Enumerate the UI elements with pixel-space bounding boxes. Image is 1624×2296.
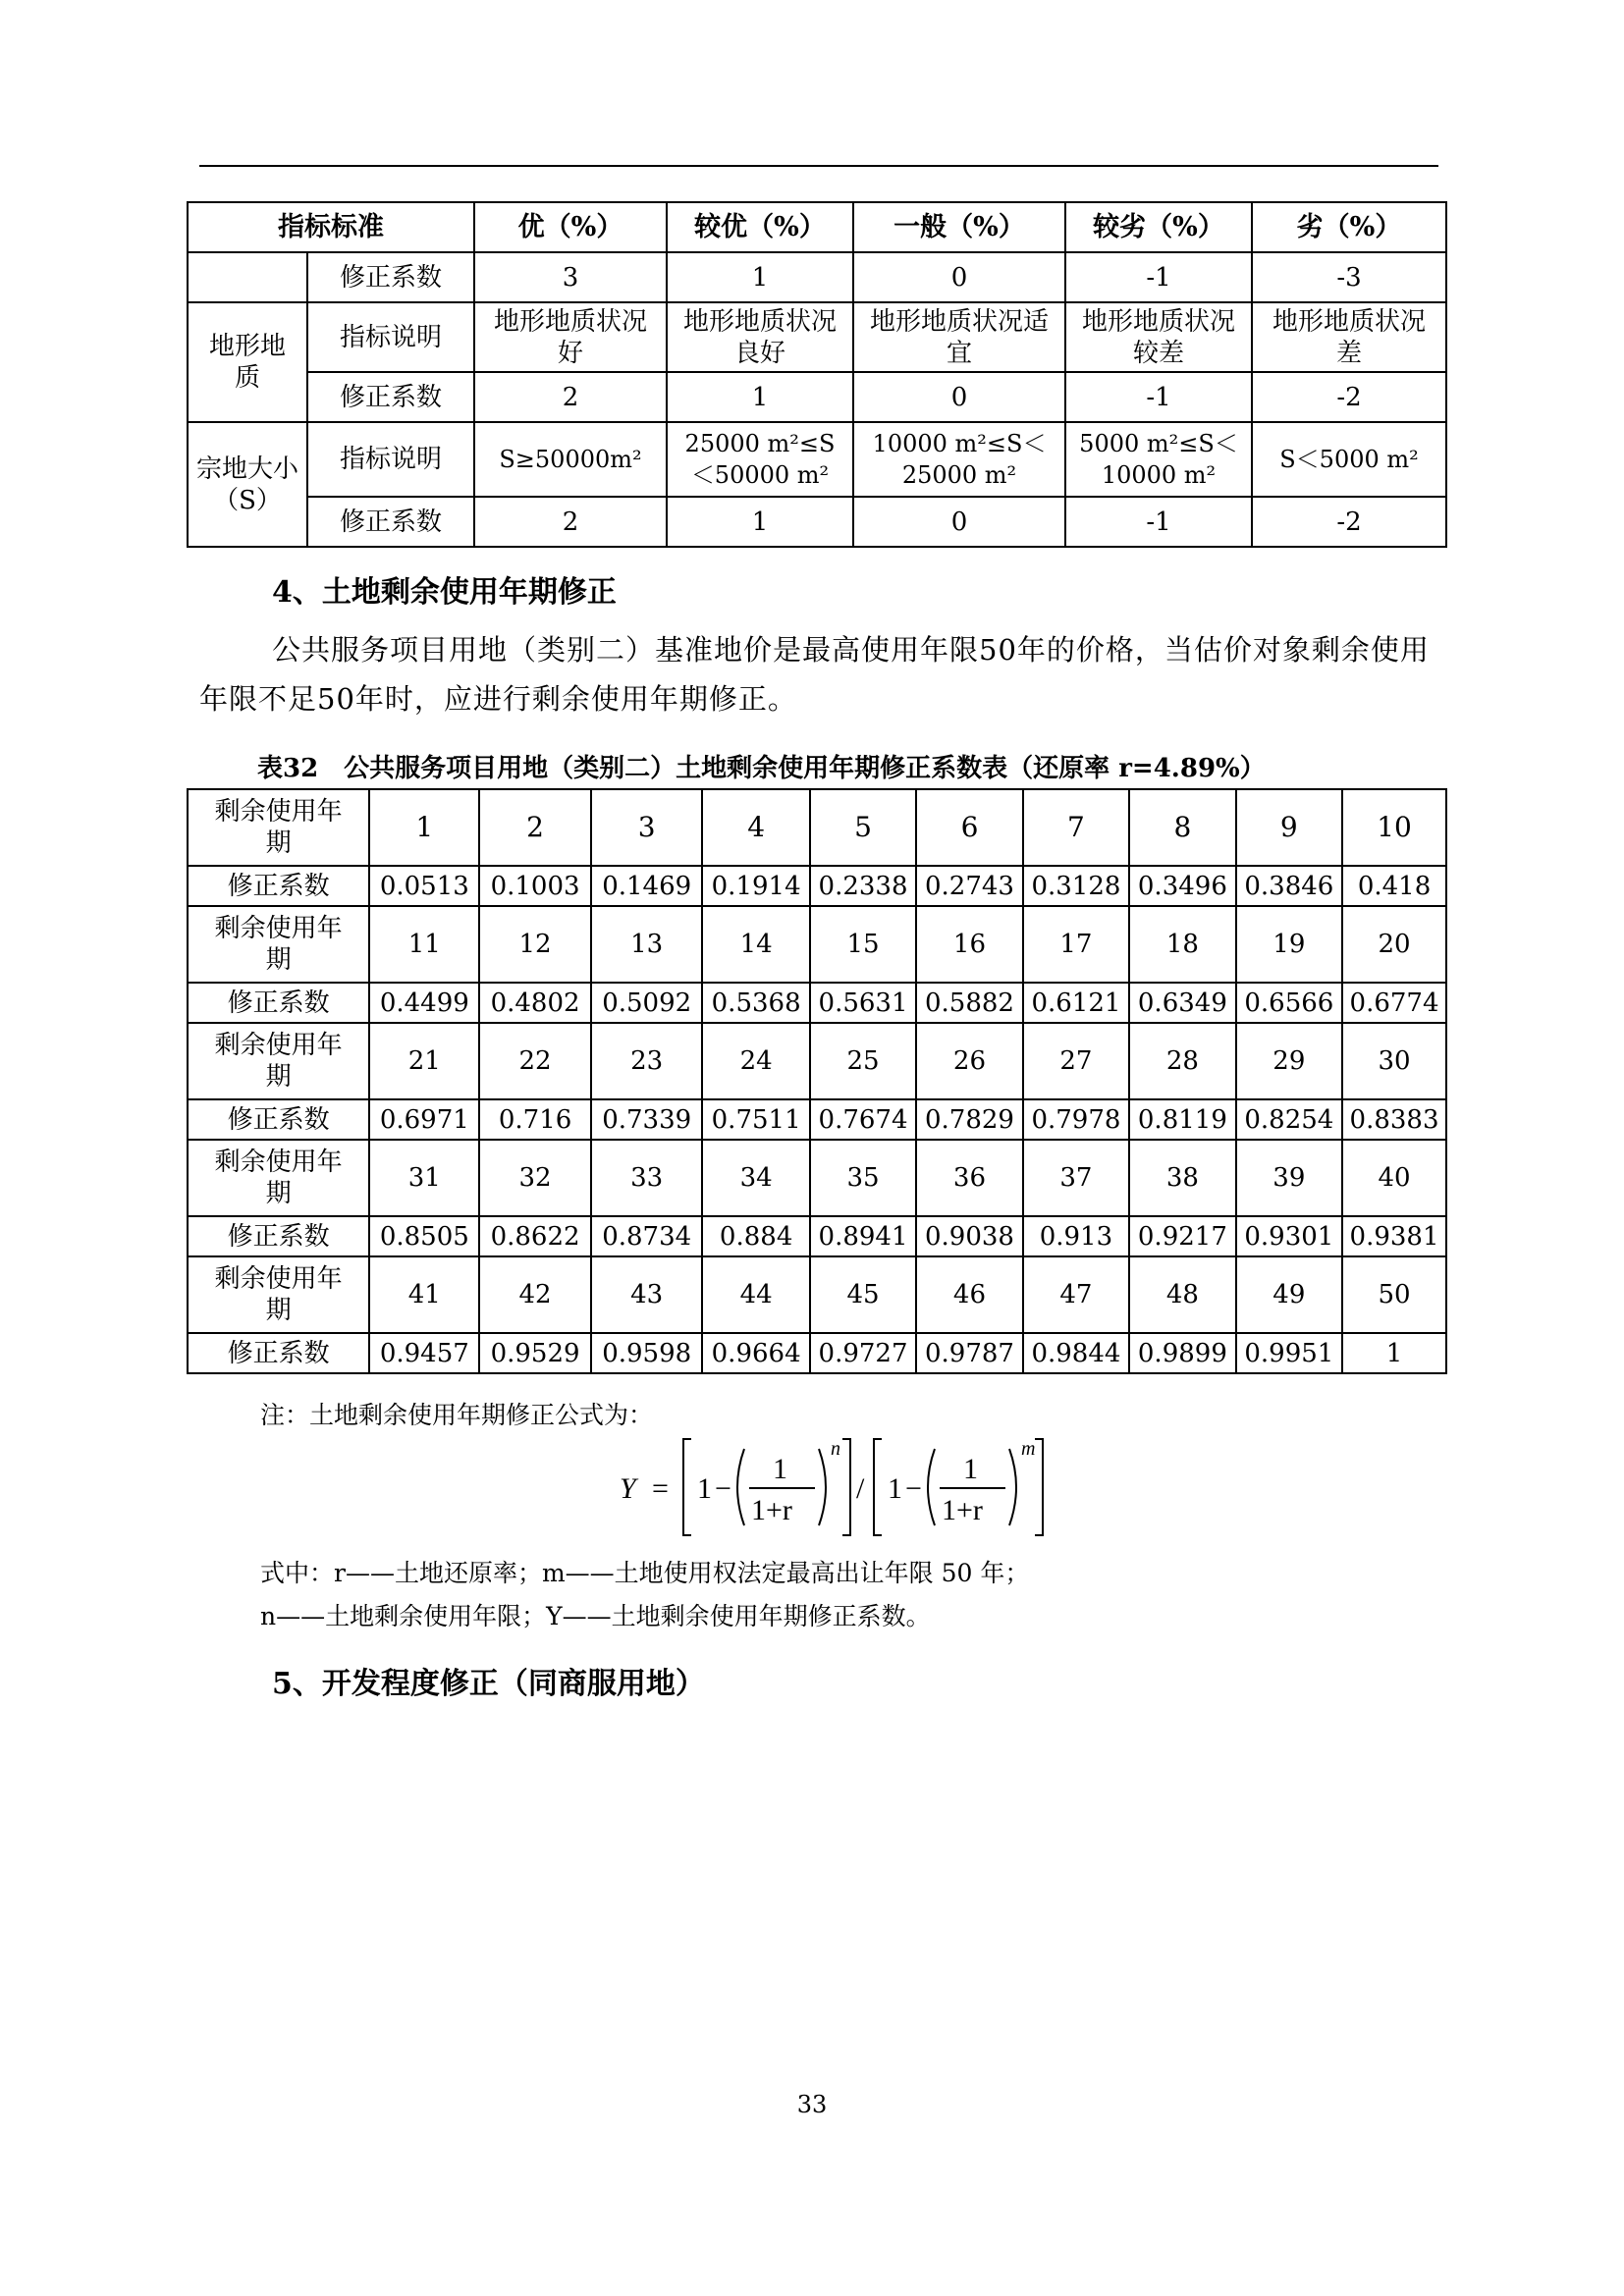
coef-cell: 0.9727 bbox=[810, 1333, 916, 1373]
year-cell: 11 bbox=[369, 906, 479, 983]
table-cell: 2 bbox=[474, 497, 667, 547]
year-cell: 31 bbox=[369, 1140, 479, 1216]
year-cell: 12 bbox=[479, 906, 591, 983]
coef-cell: 1 bbox=[1342, 1333, 1446, 1373]
table-cell: 5000 m²≤S＜10000 m² bbox=[1065, 422, 1252, 497]
formula-den-2: 1+r bbox=[942, 1494, 983, 1526]
coef-cell: 0.8254 bbox=[1236, 1099, 1342, 1140]
year-cell: 40 bbox=[1342, 1140, 1446, 1216]
year-cell: 42 bbox=[479, 1256, 591, 1333]
table-row bbox=[188, 789, 1446, 866]
table-cell: 地形地质状况差 bbox=[1252, 302, 1446, 372]
table-cell: 3 bbox=[474, 252, 667, 302]
table-cell: 10000 m²≤S＜25000 m² bbox=[853, 422, 1065, 497]
section-4-paragraph: 公共服务项目用地（类别二）基准地价是最高使用年限50年的价格，当估价对象剩余使用年限不足50年时，应进行剩余使用年期修正。 bbox=[199, 633, 1430, 716]
year-cell: 3 bbox=[591, 789, 703, 866]
coef-cell: 0.6566 bbox=[1236, 983, 1342, 1023]
row-label: 指标说明 bbox=[307, 422, 474, 497]
coef-cell: 0.9529 bbox=[479, 1333, 591, 1373]
coef-cell: 0.5882 bbox=[916, 983, 1022, 1023]
group-label: 宗地大小（S） bbox=[188, 422, 307, 547]
year-cell: 1 bbox=[369, 789, 479, 866]
row-label: 修正系数 bbox=[188, 866, 369, 906]
table-cell: 1 bbox=[667, 252, 853, 302]
coef-cell: 0.3128 bbox=[1023, 866, 1129, 906]
formula-legend-2: n——土地剩余使用年限；Y——土地剩余使用年期修正系数。 bbox=[260, 1602, 931, 1630]
header-rule bbox=[199, 165, 1438, 167]
year-cell: 41 bbox=[369, 1256, 479, 1333]
row-label: 剩余使用年期 bbox=[188, 1140, 369, 1216]
row-label: 剩余使用年期 bbox=[188, 906, 369, 983]
page-number: 33 bbox=[796, 2091, 828, 2118]
header-col: 一般（%） bbox=[853, 202, 1065, 252]
row-label: 剩余使用年期 bbox=[188, 789, 369, 866]
coef-cell: 0.4499 bbox=[369, 983, 479, 1023]
table-cell: 25000 m²≤S＜50000 m² bbox=[667, 422, 853, 497]
year-cell: 17 bbox=[1023, 906, 1129, 983]
table-row bbox=[188, 1216, 1446, 1256]
formula-num-2: 1 bbox=[963, 1453, 978, 1485]
formula-num: 1 bbox=[773, 1453, 787, 1485]
year-cell: 19 bbox=[1236, 906, 1342, 983]
year-cell: 6 bbox=[916, 789, 1022, 866]
year-cell: 34 bbox=[702, 1140, 809, 1216]
year-cell: 49 bbox=[1236, 1256, 1342, 1333]
coef-cell: 0.8383 bbox=[1342, 1099, 1446, 1140]
header-col: 劣（%） bbox=[1252, 202, 1446, 252]
coef-cell: 0.5092 bbox=[591, 983, 703, 1023]
coef-cell: 0.7339 bbox=[591, 1099, 703, 1140]
year-cell: 8 bbox=[1129, 789, 1235, 866]
paren-left-1 bbox=[737, 1449, 744, 1525]
coef-cell: 0.9038 bbox=[916, 1216, 1022, 1256]
coef-cell: 0.9664 bbox=[702, 1333, 809, 1373]
coef-cell: 0.3496 bbox=[1129, 866, 1235, 906]
year-cell: 43 bbox=[591, 1256, 703, 1333]
header-indicator: 指标标准 bbox=[188, 202, 474, 252]
indicator-table-header bbox=[188, 202, 1446, 252]
year-cell: 46 bbox=[916, 1256, 1022, 1333]
coef-cell: 0.9457 bbox=[369, 1333, 479, 1373]
year-cell: 48 bbox=[1129, 1256, 1235, 1333]
coef-cell: 0.8734 bbox=[591, 1216, 703, 1256]
coef-cell: 0.7978 bbox=[1023, 1099, 1129, 1140]
formula-legend-1: 式中：r——土地还原率；m——土地使用权法定最高出让年限 50 年； bbox=[260, 1559, 1030, 1587]
table-cell: 1 bbox=[667, 372, 853, 422]
table-cell: -1 bbox=[1065, 497, 1252, 547]
formula-one-2: 1 bbox=[888, 1472, 902, 1505]
formula-n: n bbox=[831, 1438, 840, 1460]
table-cell: 1 bbox=[667, 497, 853, 547]
year-cell: 23 bbox=[591, 1023, 703, 1099]
coef-cell: 0.6774 bbox=[1342, 983, 1446, 1023]
table-row bbox=[188, 302, 1446, 372]
year-cell: 33 bbox=[591, 1140, 703, 1216]
coef-cell: 0.2338 bbox=[810, 866, 916, 906]
coef-cell: 0.8119 bbox=[1129, 1099, 1235, 1140]
row-label: 剩余使用年期 bbox=[188, 1256, 369, 1333]
year-cell: 5 bbox=[810, 789, 916, 866]
table-cell: 地形地质状况适宜 bbox=[853, 302, 1065, 372]
year-cell: 28 bbox=[1129, 1023, 1235, 1099]
year-cell: 9 bbox=[1236, 789, 1342, 866]
table-cell: -2 bbox=[1252, 497, 1446, 547]
formula-note: 注：土地剩余使用年期修正公式为： bbox=[260, 1401, 654, 1429]
coef-cell: 0.8505 bbox=[369, 1216, 479, 1256]
coef-cell: 0.0513 bbox=[369, 866, 479, 906]
table-row bbox=[188, 983, 1446, 1023]
year-cell: 45 bbox=[810, 1256, 916, 1333]
header-col: 较优（%） bbox=[667, 202, 853, 252]
coef-cell: 0.913 bbox=[1023, 1216, 1129, 1256]
row-label: 修正系数 bbox=[307, 497, 474, 547]
coef-cell: 0.6971 bbox=[369, 1099, 479, 1140]
formula-slash: / bbox=[856, 1472, 865, 1505]
year-cell: 37 bbox=[1023, 1140, 1129, 1216]
table-row bbox=[188, 372, 1446, 422]
coef-cell: 0.5368 bbox=[702, 983, 809, 1023]
paren-right-1 bbox=[819, 1449, 826, 1525]
year-cell: 39 bbox=[1236, 1140, 1342, 1216]
coef-cell: 0.9844 bbox=[1023, 1333, 1129, 1373]
table-cell: 地形地质状况较差 bbox=[1065, 302, 1252, 372]
formula-one: 1 bbox=[697, 1472, 712, 1505]
year-cell: 10 bbox=[1342, 789, 1446, 866]
year-cell: 47 bbox=[1023, 1256, 1129, 1333]
table-cell: 0 bbox=[853, 372, 1065, 422]
coef-cell: 0.3846 bbox=[1236, 866, 1342, 906]
table-row bbox=[188, 906, 1446, 983]
year-cell: 15 bbox=[810, 906, 916, 983]
row-label: 修正系数 bbox=[307, 372, 474, 422]
formula-minus: − bbox=[715, 1472, 731, 1505]
table-row bbox=[188, 1140, 1446, 1216]
table-cell: S≥50000m² bbox=[474, 422, 667, 497]
section-5-heading: 5、开发程度修正（同商服用地） bbox=[272, 1667, 705, 1701]
year-cell: 21 bbox=[369, 1023, 479, 1099]
year-cell: 24 bbox=[702, 1023, 809, 1099]
coef-cell: 0.5631 bbox=[810, 983, 916, 1023]
coef-cell: 0.9787 bbox=[916, 1333, 1022, 1373]
year-cell: 18 bbox=[1129, 906, 1235, 983]
term-correction-table bbox=[187, 788, 1447, 1374]
table-row bbox=[188, 497, 1446, 547]
coef-cell: 0.2743 bbox=[916, 866, 1022, 906]
table-row bbox=[188, 1099, 1446, 1140]
bracket-left-1 bbox=[683, 1439, 691, 1535]
row-label: 修正系数 bbox=[188, 983, 369, 1023]
row-label: 剩余使用年期 bbox=[188, 1023, 369, 1099]
coef-cell: 0.7829 bbox=[916, 1099, 1022, 1140]
formula-den: 1+r bbox=[751, 1494, 792, 1526]
table-row bbox=[188, 252, 1446, 302]
year-cell: 20 bbox=[1342, 906, 1446, 983]
table-row bbox=[188, 422, 1446, 497]
empty-cell bbox=[188, 252, 307, 302]
formula-eq: = bbox=[652, 1472, 669, 1505]
bracket-right-2 bbox=[1035, 1439, 1043, 1535]
coef-cell: 0.7674 bbox=[810, 1099, 916, 1140]
coef-cell: 0.9598 bbox=[591, 1333, 703, 1373]
paren-right-2 bbox=[1009, 1449, 1016, 1525]
year-cell: 36 bbox=[916, 1140, 1022, 1216]
table-cell: -1 bbox=[1065, 372, 1252, 422]
table-row bbox=[188, 1023, 1446, 1099]
table-cell: 2 bbox=[474, 372, 667, 422]
year-cell: 22 bbox=[479, 1023, 591, 1099]
coef-cell: 0.6121 bbox=[1023, 983, 1129, 1023]
year-cell: 26 bbox=[916, 1023, 1022, 1099]
row-label: 修正系数 bbox=[188, 1333, 369, 1373]
formula-y: Y bbox=[620, 1472, 636, 1505]
header-col: 较劣（%） bbox=[1065, 202, 1252, 252]
year-cell: 30 bbox=[1342, 1023, 1446, 1099]
bracket-right-1 bbox=[842, 1439, 850, 1535]
coef-cell: 0.7511 bbox=[702, 1099, 809, 1140]
table-cell: S＜5000 m² bbox=[1252, 422, 1446, 497]
table-cell: -3 bbox=[1252, 252, 1446, 302]
coef-cell: 0.9899 bbox=[1129, 1333, 1235, 1373]
section-4-heading: 4、土地剩余使用年期修正 bbox=[272, 575, 617, 610]
coef-cell: 0.9301 bbox=[1236, 1216, 1342, 1256]
year-cell: 16 bbox=[916, 906, 1022, 983]
table-cell: -2 bbox=[1252, 372, 1446, 422]
formula bbox=[609, 1433, 1080, 1541]
table-cell: 地形地质状况好 bbox=[474, 302, 667, 372]
coef-cell: 0.9381 bbox=[1342, 1216, 1446, 1256]
indicator-table bbox=[187, 201, 1447, 548]
year-cell: 29 bbox=[1236, 1023, 1342, 1099]
row-label: 指标说明 bbox=[307, 302, 474, 372]
coef-cell: 0.716 bbox=[479, 1099, 591, 1140]
year-cell: 13 bbox=[591, 906, 703, 983]
formula-m: m bbox=[1021, 1438, 1036, 1460]
table-row bbox=[188, 1333, 1446, 1373]
table-row bbox=[188, 1256, 1446, 1333]
year-cell: 2 bbox=[479, 789, 591, 866]
table-cell: 0 bbox=[853, 252, 1065, 302]
year-cell: 35 bbox=[810, 1140, 916, 1216]
row-label: 修正系数 bbox=[188, 1216, 369, 1256]
coef-cell: 0.1469 bbox=[591, 866, 703, 906]
year-cell: 27 bbox=[1023, 1023, 1129, 1099]
year-cell: 38 bbox=[1129, 1140, 1235, 1216]
coef-cell: 0.6349 bbox=[1129, 983, 1235, 1023]
group-label: 地形地质 bbox=[188, 302, 307, 422]
year-cell: 7 bbox=[1023, 789, 1129, 866]
header-col: 优（%） bbox=[474, 202, 667, 252]
year-cell: 32 bbox=[479, 1140, 591, 1216]
year-cell: 50 bbox=[1342, 1256, 1446, 1333]
row-label: 修正系数 bbox=[188, 1099, 369, 1140]
table-cell: 0 bbox=[853, 497, 1065, 547]
table-cell: -1 bbox=[1065, 252, 1252, 302]
table-cell: 地形地质状况良好 bbox=[667, 302, 853, 372]
row-label: 修正系数 bbox=[307, 252, 474, 302]
paren-left-2 bbox=[928, 1449, 935, 1525]
formula-minus-2: − bbox=[905, 1472, 922, 1505]
coef-cell: 0.8622 bbox=[479, 1216, 591, 1256]
coef-cell: 0.9217 bbox=[1129, 1216, 1235, 1256]
table-caption: 表32 公共服务项目用地（类别二）土地剩余使用年期修正系数表（还原率 r=4.89%） bbox=[257, 754, 1266, 783]
year-cell: 14 bbox=[702, 906, 809, 983]
year-cell: 44 bbox=[702, 1256, 809, 1333]
coef-cell: 0.9951 bbox=[1236, 1333, 1342, 1373]
coef-cell: 0.1914 bbox=[702, 866, 809, 906]
coef-cell: 0.1003 bbox=[479, 866, 591, 906]
coef-cell: 0.884 bbox=[702, 1216, 809, 1256]
year-cell: 25 bbox=[810, 1023, 916, 1099]
coef-cell: 0.418 bbox=[1342, 866, 1446, 906]
coef-cell: 0.8941 bbox=[810, 1216, 916, 1256]
table-row bbox=[188, 866, 1446, 906]
year-cell: 4 bbox=[702, 789, 809, 866]
bracket-left-2 bbox=[874, 1439, 882, 1535]
coef-cell: 0.4802 bbox=[479, 983, 591, 1023]
